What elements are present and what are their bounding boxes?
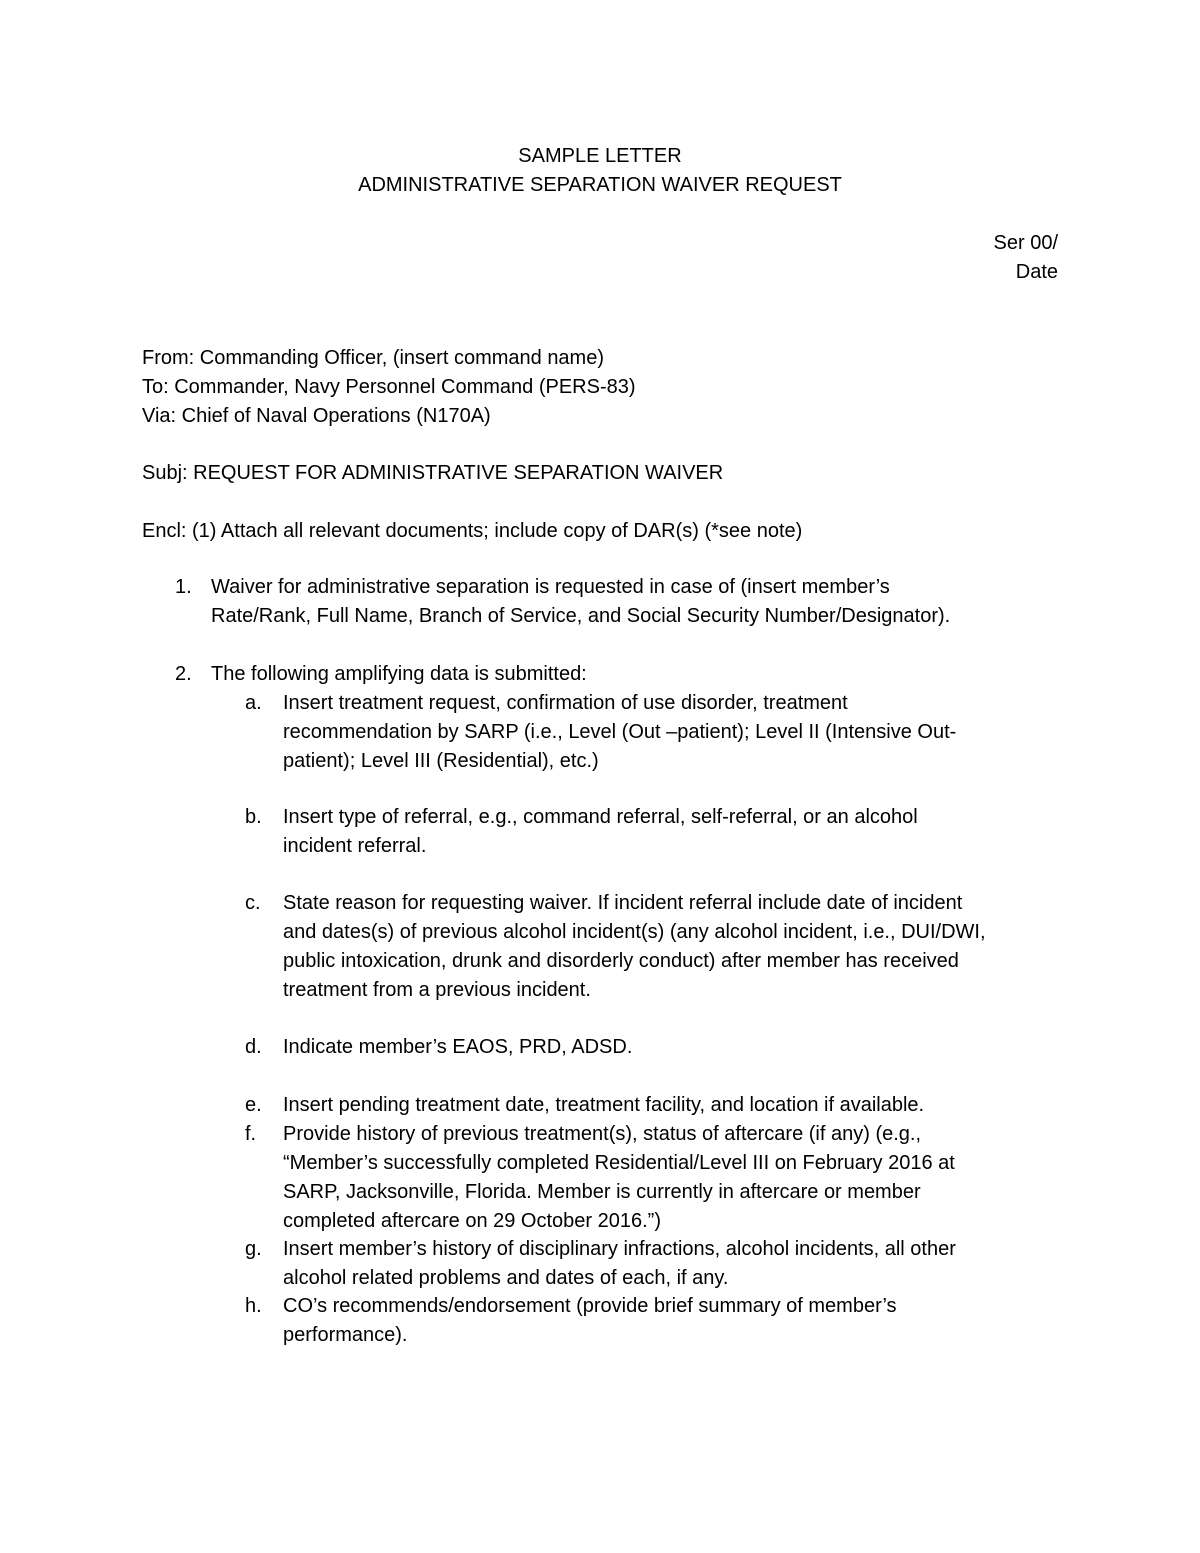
subject-line: Subj: REQUEST FOR ADMINISTRATIVE SEPARATION WAIVER (142, 462, 724, 484)
paragraph-number: 1. (175, 576, 192, 598)
subparagraph-line: State reason for requesting waiver. If incident referral include date of incident (283, 892, 963, 914)
paragraph-text (211, 573, 1051, 631)
subparagraph-line: incident referral. (283, 835, 427, 857)
via-line: Via: Chief of Naval Operations (N170A) (142, 405, 491, 427)
subparagraph-text (283, 1091, 1053, 1120)
subparagraph-text (283, 1235, 1053, 1293)
subparagraph-line: “Member’s successfully completed Residential/Level III on February 2016 at (283, 1152, 955, 1174)
paragraph-line: Rate/Rank, Full Name, Branch of Service, and Social Security Number/Designator). (211, 605, 951, 627)
subparagraph-line: Indicate member’s EAOS, PRD, ADSD. (283, 1036, 633, 1058)
paragraph-text (211, 660, 1051, 689)
serial-number: Ser 00/ (993, 232, 1058, 254)
subparagraph-line: SARP, Jacksonville, Florida. Member is currently in aftercare or member (283, 1181, 921, 1203)
serial-date-block (994, 229, 1058, 287)
subparagraph-letter: g. (245, 1238, 262, 1260)
title-line-2: ADMINISTRATIVE SEPARATION WAIVER REQUEST (358, 174, 842, 196)
subparagraph-line: CO’s recommends/endorsement (provide brief summary of member’s (283, 1295, 897, 1317)
address-header (142, 344, 636, 431)
subparagraph-text (283, 689, 1053, 776)
subparagraph-letter: c. (245, 892, 261, 914)
subparagraph-letter: d. (245, 1036, 262, 1058)
subparagraph-letter: b. (245, 806, 262, 828)
subparagraph-text (283, 1292, 1053, 1350)
enclosure-line: Encl: (1) Attach all relevant documents; include copy of DAR(s) (*see note) (142, 520, 803, 542)
subparagraph-text (283, 889, 1053, 1005)
subparagraph-line: Provide history of previous treatment(s), status of aftercare (if any) (e.g., (283, 1123, 922, 1145)
subparagraph-text (283, 1120, 1053, 1236)
subparagraph-letter: h. (245, 1295, 262, 1317)
letter-date: Date (1015, 261, 1058, 283)
subparagraph-line: completed aftercare on 29 October 2016.”) (283, 1210, 661, 1232)
subparagraph-line: Insert member’s history of disciplinary infractions, alcohol incidents, all other (283, 1238, 956, 1260)
subparagraph-line: Insert treatment request, confirmation of use disorder, treatment (283, 692, 848, 714)
subparagraph-letter: a. (245, 692, 262, 714)
subparagraph-text (283, 1033, 1053, 1062)
subparagraph-text (283, 803, 1053, 861)
title-line-1: SAMPLE LETTER (518, 145, 682, 167)
subparagraph-letter: f. (245, 1123, 257, 1145)
subparagraph-line: and dates(s) of previous alcohol incident(s) (any alcohol incident, i.e., DUI/DWI, (283, 921, 986, 943)
from-line: From: Commanding Officer, (insert command name) (142, 347, 605, 369)
subparagraph-line: recommendation by SARP (i.e., Level (Out –patient); Level II (Intensive Out- (283, 721, 957, 743)
paragraph-line: The following amplifying data is submitted: (211, 663, 587, 685)
subparagraph-line: public intoxication, drunk and disorderly conduct) after member has received (283, 950, 959, 972)
paragraph-number: 2. (175, 663, 192, 685)
subparagraph-letter: e. (245, 1094, 262, 1116)
subparagraph-line: performance). (283, 1324, 408, 1346)
subparagraph-line: Insert pending treatment date, treatment facility, and location if available. (283, 1094, 925, 1116)
subparagraph-line: treatment from a previous incident. (283, 979, 591, 1001)
letter-title (0, 142, 1200, 200)
to-line: To: Commander, Navy Personnel Command (PERS-83) (142, 376, 636, 398)
subparagraph-line: Insert type of referral, e.g., command referral, self-referral, or an alcohol (283, 806, 918, 828)
subparagraph-line: alcohol related problems and dates of each, if any. (283, 1267, 729, 1289)
subparagraph-line: patient); Level III (Residential), etc.) (283, 750, 599, 772)
paragraph-line: Waiver for administrative separation is requested in case of (insert member’s (211, 576, 890, 598)
